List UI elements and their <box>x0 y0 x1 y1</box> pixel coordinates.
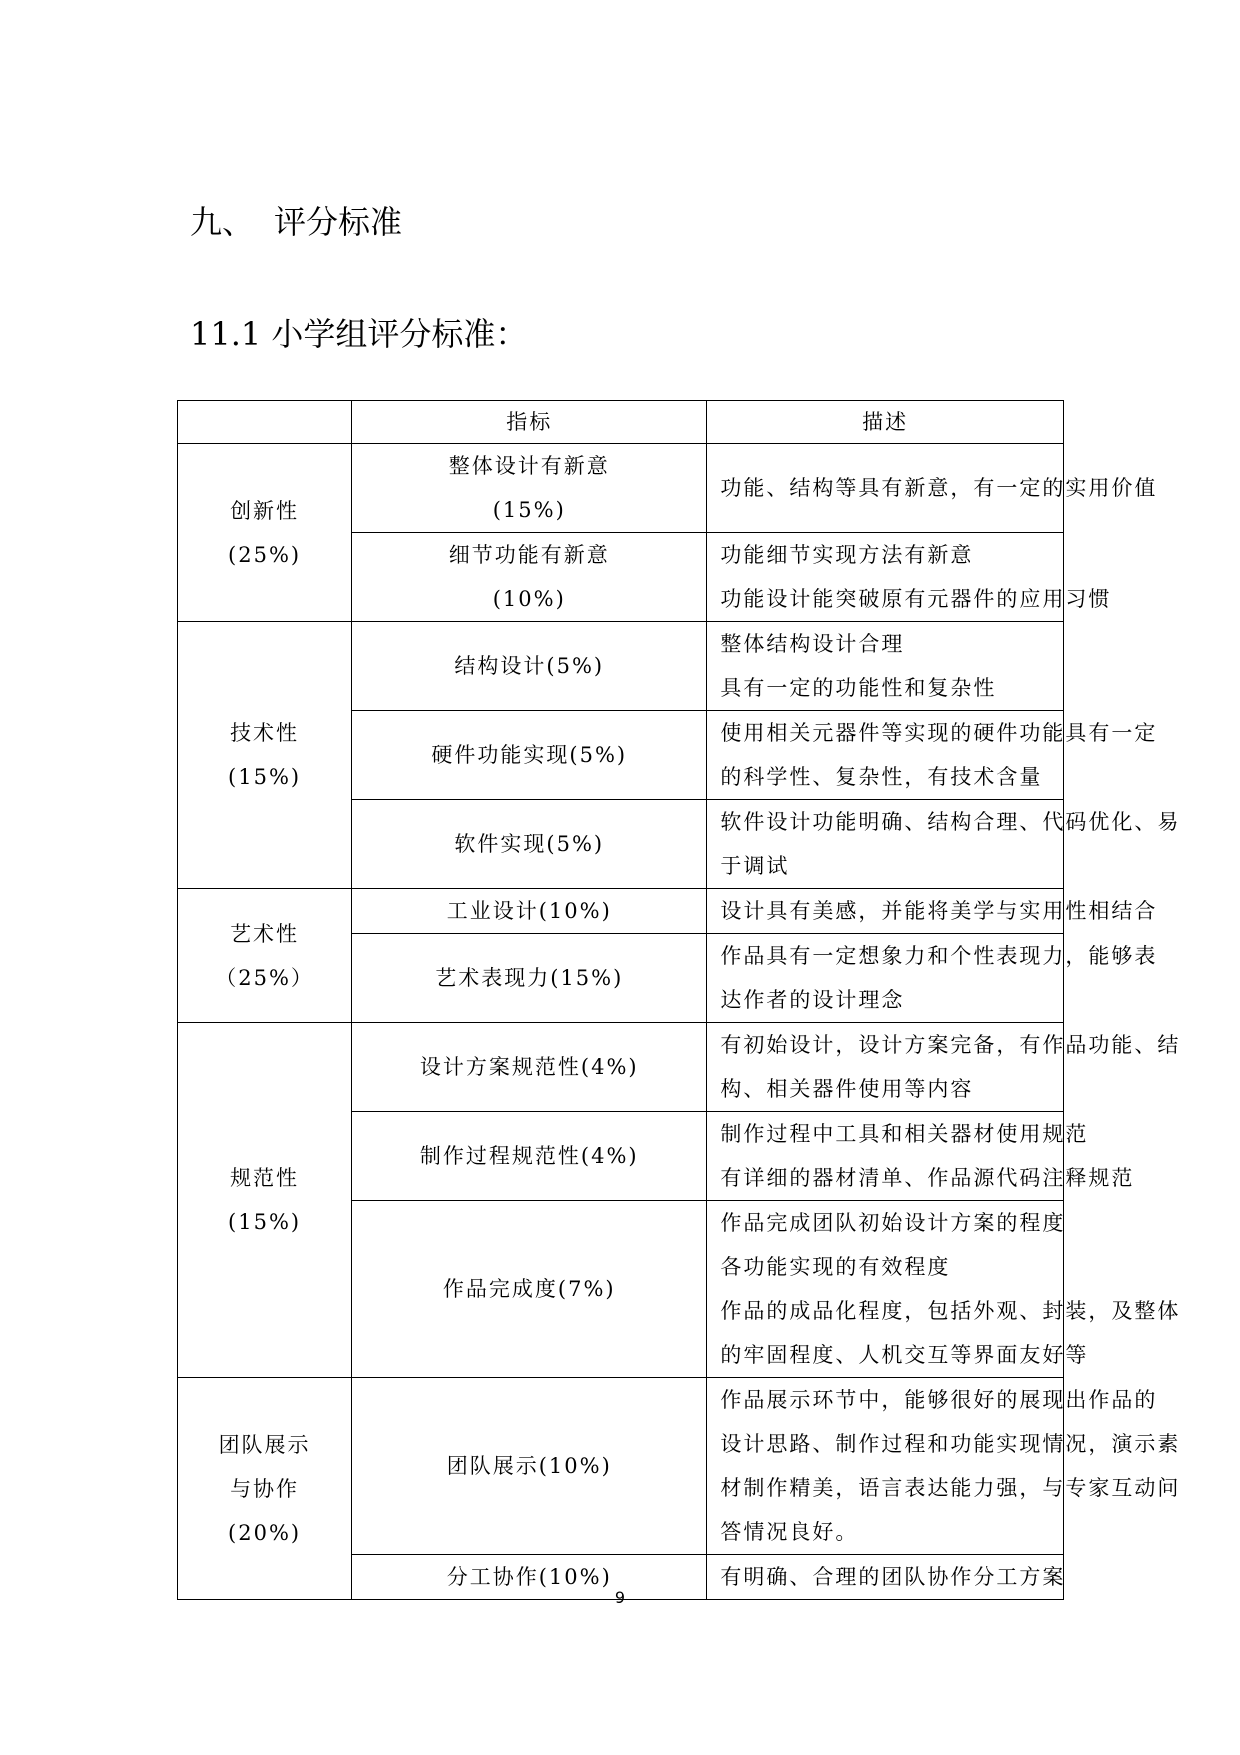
description-line: 设计思路、制作过程和功能实现情况，演示素 <box>720 1432 1181 1456</box>
page-number: 9 <box>614 1588 626 1607</box>
indicator-cell <box>352 1023 707 1112</box>
description-line: 构、相关器件使用等内容 <box>720 1077 974 1101</box>
description-line: 答情况良好。 <box>720 1520 859 1544</box>
category-line: （25%） <box>215 965 314 990</box>
description-line: 作品具有一定想象力和个性表现力，能够表 <box>720 944 1158 968</box>
subsection-heading: 11.1 小学组评分标准： <box>190 315 528 353</box>
indicator-line: 分工协作(10%) <box>446 1565 612 1589</box>
table-row <box>178 889 1064 934</box>
category-cell <box>178 622 352 889</box>
indicator-line: 工业设计(10%) <box>446 899 612 923</box>
indicator-cell <box>352 533 707 622</box>
criteria-table-body <box>178 401 1181 1600</box>
indicator-cell <box>352 711 707 800</box>
category-line: 与协作 <box>230 1476 300 1501</box>
description-cell <box>707 1023 1181 1112</box>
indicator-line: (15%) <box>492 498 566 522</box>
category-line: (25%) <box>228 542 302 567</box>
category-line: (15%) <box>228 765 302 789</box>
indicator-cell <box>352 444 707 533</box>
indicator-cell <box>352 800 707 889</box>
indicator-cell <box>352 622 707 711</box>
description-line: 作品的成品化程度，包括外观、封装，及整体 <box>720 1299 1181 1323</box>
indicator-cell <box>352 1201 707 1378</box>
description-line: 达作者的设计理念 <box>720 988 905 1012</box>
indicator-line: 作品完成度(7%) <box>442 1277 616 1301</box>
description-line: 制作过程中工具和相关器材使用规范 <box>720 1122 1089 1146</box>
description-line: 有明确、合理的团队协作分工方案 <box>720 1565 1066 1589</box>
description-line: 使用相关元器件等实现的硬件功能具有一定 <box>720 721 1158 745</box>
description-cell <box>707 1378 1181 1555</box>
description-cell <box>707 1112 1135 1201</box>
description-cell <box>707 800 1181 889</box>
indicator-cell <box>352 1112 707 1201</box>
description-line: 于调试 <box>720 854 790 878</box>
category-cell <box>178 1023 352 1378</box>
description-line: 功能、结构等具有新意，有一定的实用价值 <box>720 476 1158 500</box>
description-line: 整体结构设计合理 <box>720 632 905 656</box>
description-line: 设计具有美感，并能将美学与实用性相结合 <box>720 899 1158 923</box>
header-description: 描述 <box>707 401 1064 444</box>
category-cell <box>178 889 352 1023</box>
indicator-line: (10%) <box>492 587 566 611</box>
description-cell <box>707 1201 1181 1378</box>
description-line: 各功能实现的有效程度 <box>720 1255 951 1279</box>
category-cell <box>178 1378 352 1600</box>
category-cell <box>178 444 352 622</box>
indicator-line: 设计方案规范性(4%) <box>419 1055 639 1079</box>
indicator-line: 整体设计有新意 <box>448 454 610 478</box>
indicator-line: 软件实现(5%) <box>454 832 605 856</box>
section-title: 评分标准 <box>274 203 403 241</box>
description-line: 具有一定的功能性和复杂性 <box>720 676 997 700</box>
indicator-cell <box>352 1378 707 1555</box>
description-cell <box>707 711 1158 800</box>
description-line: 材制作精美，语言表达能力强，与专家互动问 <box>720 1476 1181 1500</box>
indicator-line: 细节功能有新意 <box>448 543 610 567</box>
indicator-line: 结构设计(5%) <box>454 654 605 678</box>
description-cell <box>707 444 1158 533</box>
category-line: 技术性 <box>230 721 300 745</box>
category-line: 团队展示 <box>218 1432 311 1457</box>
indicator-line: 艺术表现力(15%) <box>435 966 624 990</box>
description-cell <box>707 934 1158 1023</box>
description-line: 作品完成团队初始设计方案的程度 <box>720 1211 1066 1235</box>
description-line: 功能细节实现方法有新意 <box>720 543 974 567</box>
category-line: (20%) <box>228 1520 302 1545</box>
header-category <box>178 401 352 444</box>
table-row <box>178 1378 1064 1555</box>
description-cell <box>707 889 1158 934</box>
description-cell <box>707 533 1112 622</box>
indicator-line: 团队展示(10%) <box>446 1454 612 1478</box>
scoring-criteria-table <box>177 400 1181 1600</box>
section-heading <box>190 200 402 244</box>
description-line: 的牢固程度、人机交互等界面友好等 <box>720 1343 1089 1367</box>
description-line: 作品展示环节中，能够很好的展现出作品的 <box>720 1388 1158 1412</box>
indicator-cell <box>352 934 707 1023</box>
category-line: 规范性 <box>230 1166 300 1190</box>
description-line: 有详细的器材清单、作品源代码注释规范 <box>720 1166 1135 1190</box>
indicator-cell <box>352 889 707 934</box>
table-row <box>178 1023 1064 1112</box>
section-number: 九、 <box>190 203 255 241</box>
description-line: 功能设计能突破原有元器件的应用习惯 <box>720 587 1112 611</box>
header-indicator: 指标 <box>352 401 707 444</box>
category-line: 创新性 <box>230 498 300 523</box>
description-line: 有初始设计，设计方案完备，有作品功能、结 <box>720 1033 1181 1057</box>
table-header-row <box>178 401 1064 444</box>
indicator-line: 制作过程规范性(4%) <box>419 1144 639 1168</box>
category-line: (15%) <box>228 1210 302 1234</box>
description-line: 的科学性、复杂性，有技术含量 <box>720 765 1043 789</box>
table-row <box>178 622 1064 711</box>
description-line: 软件设计功能明确、结构合理、代码优化、易 <box>720 810 1181 834</box>
indicator-line: 硬件功能实现(5%) <box>431 743 628 767</box>
category-line: 艺术性 <box>230 921 300 946</box>
table-row <box>178 444 1064 533</box>
description-cell <box>707 622 1064 711</box>
